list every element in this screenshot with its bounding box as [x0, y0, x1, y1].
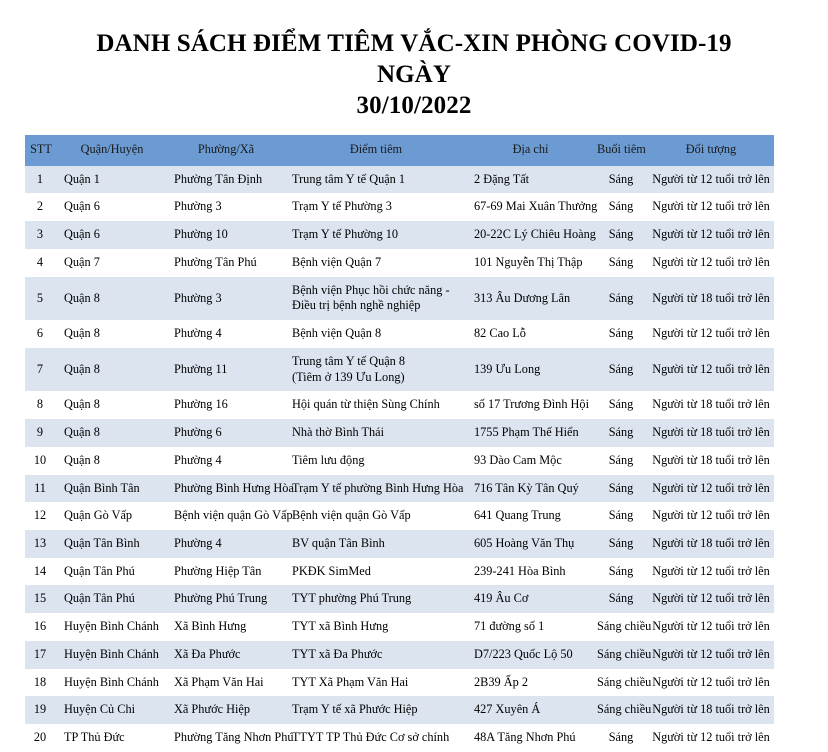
cell-site: Trạm Y tế xã Phước Hiệp [285, 696, 467, 724]
table-row [25, 391, 774, 419]
cell-stt: 14 [25, 558, 57, 586]
table-row [25, 724, 774, 752]
cell-session: Sáng [594, 558, 648, 586]
cell-site: Hội quán từ thiện Sùng Chính [285, 391, 467, 419]
cell-ward: Xã Đa Phước [167, 641, 285, 669]
page-title [0, 0, 828, 121]
cell-session: Sáng chiều [594, 613, 648, 641]
cell-site: Bệnh viện Quận 8 [285, 320, 467, 348]
cell-district: Quận 7 [57, 249, 167, 277]
cell-site-line-1: Bệnh viện Phục hồi chức năng - [292, 282, 450, 297]
cell-session: Sáng [594, 724, 648, 752]
cell-session: Sáng [594, 249, 648, 277]
cell-district: Quận Tân Phú [57, 558, 167, 586]
cell-site [285, 277, 467, 320]
cell-target: Người từ 12 tuổi trở lên [648, 348, 774, 391]
cell-site: Trạm Y tế phường Bình Hưng Hòa [285, 475, 467, 503]
cell-stt: 15 [25, 585, 57, 613]
cell-address: 20-22C Lý Chiêu Hoàng [467, 221, 594, 249]
cell-stt: 17 [25, 641, 57, 669]
cell-site: Nhà thờ Bình Thái [285, 419, 467, 447]
cell-address: 427 Xuyên Á [467, 696, 594, 724]
cell-ward: Phường Tân Định [167, 166, 285, 194]
cell-session: Sáng [594, 475, 648, 503]
table-header-row [25, 135, 774, 166]
cell-target: Người từ 12 tuổi trở lên [648, 502, 774, 530]
cell-stt: 1 [25, 166, 57, 194]
cell-district: Quận 8 [57, 447, 167, 475]
table-row [25, 193, 774, 221]
cell-site: TYT xã Đa Phước [285, 641, 467, 669]
cell-ward: Phường 4 [167, 320, 285, 348]
cell-session: Sáng [594, 447, 648, 475]
cell-district: Quận Tân Phú [57, 585, 167, 613]
cell-site: Tiêm lưu động [285, 447, 467, 475]
cell-address: 2 Đặng Tất [467, 166, 594, 194]
cell-ward: Phường 4 [167, 530, 285, 558]
page-title-line-1: DANH SÁCH ĐIỂM TIÊM VẮC-XIN PHÒNG COVID-19 NGÀY [96, 30, 732, 88]
cell-district: Huyện Bình Chánh [57, 613, 167, 641]
cell-session: Sáng [594, 348, 648, 391]
cell-session: Sáng [594, 419, 648, 447]
cell-target: Người từ 18 tuổi trở lên [648, 447, 774, 475]
table-row [25, 530, 774, 558]
cell-ward: Phường Bình Hưng Hòa [167, 475, 285, 503]
cell-target: Người từ 18 tuổi trở lên [648, 696, 774, 724]
cell-address: 1755 Phạm Thế Hiển [467, 419, 594, 447]
cell-site: TTYT TP Thủ Đức Cơ sở chính [285, 724, 467, 752]
table-row [25, 277, 774, 320]
cell-address: 605 Hoàng Văn Thụ [467, 530, 594, 558]
cell-stt: 6 [25, 320, 57, 348]
cell-target: Người từ 18 tuổi trở lên [648, 391, 774, 419]
cell-ward: Phường 11 [167, 348, 285, 391]
table-row [25, 613, 774, 641]
cell-address: 419 Âu Cơ [467, 585, 594, 613]
cell-session: Sáng [594, 221, 648, 249]
cell-site: Bệnh viện quận Gò Vấp [285, 502, 467, 530]
cell-target: Người từ 18 tuổi trở lên [648, 530, 774, 558]
table-row [25, 669, 774, 697]
vaccination-table-container [25, 135, 770, 752]
cell-session: Sáng [594, 585, 648, 613]
cell-target: Người từ 18 tuổi trở lên [648, 277, 774, 320]
cell-session: Sáng [594, 530, 648, 558]
table-row [25, 641, 774, 669]
cell-target: Người từ 12 tuổi trở lên [648, 558, 774, 586]
cell-address: 101 Nguyễn Thị Thập [467, 249, 594, 277]
cell-district: Quận 8 [57, 419, 167, 447]
cell-session: Sáng chiều [594, 696, 648, 724]
cell-site: TYT xã Bình Hưng [285, 613, 467, 641]
cell-district: Huyện Bình Chánh [57, 641, 167, 669]
cell-session: Sáng [594, 502, 648, 530]
cell-stt: 20 [25, 724, 57, 752]
cell-ward: Phường Hiệp Tân [167, 558, 285, 586]
cell-address: 93 Dào Cam Mộc [467, 447, 594, 475]
cell-site: Bệnh viện Quận 7 [285, 249, 467, 277]
table-row [25, 419, 774, 447]
cell-site [285, 348, 467, 391]
cell-session: Sáng chiều [594, 641, 648, 669]
cell-ward: Phường Tân Phú [167, 249, 285, 277]
cell-ward: Phường 3 [167, 193, 285, 221]
cell-stt: 3 [25, 221, 57, 249]
cell-address: 641 Quang Trung [467, 502, 594, 530]
table-row [25, 221, 774, 249]
cell-district: Huyện Củ Chi [57, 696, 167, 724]
page-title-line-2: 30/10/2022 [356, 92, 472, 119]
cell-stt: 5 [25, 277, 57, 320]
table-row [25, 475, 774, 503]
cell-stt: 4 [25, 249, 57, 277]
cell-target: Người từ 12 tuổi trở lên [648, 221, 774, 249]
cell-ward: Bệnh viện quận Gò Vấp [167, 502, 285, 530]
cell-target: Người từ 12 tuổi trở lên [648, 585, 774, 613]
cell-session: Sáng [594, 277, 648, 320]
cell-district: Quận 8 [57, 320, 167, 348]
column-header-session: Buổi tiêm [594, 135, 648, 166]
table-body [25, 166, 774, 752]
cell-district: Quận Tân Bình [57, 530, 167, 558]
cell-ward: Xã Bình Hưng [167, 613, 285, 641]
cell-district: Quận 8 [57, 277, 167, 320]
cell-district: Quận 8 [57, 391, 167, 419]
cell-site-line-2: Điều trị bệnh nghề nghiệp [292, 298, 421, 313]
cell-stt: 19 [25, 696, 57, 724]
cell-district: Quận Gò Vấp [57, 502, 167, 530]
cell-site: BV quận Tân Bình [285, 530, 467, 558]
cell-target: Người từ 12 tuổi trở lên [648, 249, 774, 277]
cell-address: D7/223 Quốc Lộ 50 [467, 641, 594, 669]
cell-site: TYT phường Phú Trung [285, 585, 467, 613]
table-row [25, 447, 774, 475]
table-row [25, 249, 774, 277]
vaccination-sites-table [25, 135, 774, 752]
table-row [25, 320, 774, 348]
table-row [25, 558, 774, 586]
cell-target: Người từ 12 tuổi trở lên [648, 320, 774, 348]
cell-ward: Phường 3 [167, 277, 285, 320]
cell-session: Sáng chiều [594, 669, 648, 697]
column-header-site: Điểm tiêm [285, 135, 467, 166]
cell-stt: 7 [25, 348, 57, 391]
cell-target: Người từ 12 tuổi trở lên [648, 475, 774, 503]
cell-session: Sáng [594, 193, 648, 221]
column-header-ward: Phường/Xã [167, 135, 285, 166]
column-header-address: Địa chỉ [467, 135, 594, 166]
cell-target: Người từ 12 tuổi trở lên [648, 641, 774, 669]
column-header-district: Quận/Huyện [57, 135, 167, 166]
cell-site: Trạm Y tế Phường 3 [285, 193, 467, 221]
cell-site-line-2: (Tiêm ở 139 Ưu Long) [292, 369, 405, 384]
table-row [25, 696, 774, 724]
cell-district: Quận 8 [57, 348, 167, 391]
cell-address: 48A Tăng Nhơn Phú [467, 724, 594, 752]
cell-ward: Xã Phước Hiệp [167, 696, 285, 724]
cell-district: Quận 6 [57, 221, 167, 249]
cell-address: 139 Ưu Long [467, 348, 594, 391]
cell-session: Sáng [594, 320, 648, 348]
table-header [25, 135, 774, 166]
cell-stt: 2 [25, 193, 57, 221]
cell-stt: 12 [25, 502, 57, 530]
cell-stt: 9 [25, 419, 57, 447]
cell-district: Quận 1 [57, 166, 167, 194]
cell-address: 2B39 Ấp 2 [467, 669, 594, 697]
table-row [25, 502, 774, 530]
cell-site: PKĐK SimMed [285, 558, 467, 586]
cell-district: Quận 6 [57, 193, 167, 221]
cell-stt: 8 [25, 391, 57, 419]
table-row [25, 348, 774, 391]
cell-target: Người từ 18 tuổi trở lên [648, 419, 774, 447]
cell-ward: Phường 16 [167, 391, 285, 419]
cell-target: Người từ 12 tuổi trở lên [648, 193, 774, 221]
column-header-stt: STT [25, 135, 57, 166]
cell-address: 716 Tân Kỳ Tân Quý [467, 475, 594, 503]
cell-site: Trung tâm Y tế Quận 1 [285, 166, 467, 194]
cell-ward: Phường Tăng Nhơn Phú [167, 724, 285, 752]
cell-ward: Phường 4 [167, 447, 285, 475]
cell-address: 239-241 Hòa Bình [467, 558, 594, 586]
cell-target: Người từ 12 tuổi trở lên [648, 613, 774, 641]
cell-ward: Xã Phạm Văn Hai [167, 669, 285, 697]
cell-ward: Phường 6 [167, 419, 285, 447]
cell-target: Người từ 12 tuổi trở lên [648, 669, 774, 697]
cell-address: 313 Âu Dương Lân [467, 277, 594, 320]
cell-district: Quận Bình Tân [57, 475, 167, 503]
cell-ward: Phường Phú Trung [167, 585, 285, 613]
cell-district: Huyện Bình Chánh [57, 669, 167, 697]
cell-session: Sáng [594, 391, 648, 419]
cell-stt: 10 [25, 447, 57, 475]
table-row [25, 585, 774, 613]
cell-target: Người từ 12 tuổi trở lên [648, 724, 774, 752]
cell-ward: Phường 10 [167, 221, 285, 249]
cell-address: số 17 Trương Đình Hội [467, 391, 594, 419]
cell-address: 67-69 Mai Xuân Thưởng [467, 193, 594, 221]
table-row [25, 166, 774, 194]
cell-site: TYT Xã Phạm Văn Hai [285, 669, 467, 697]
cell-address: 82 Cao Lỗ [467, 320, 594, 348]
cell-district: TP Thủ Đức [57, 724, 167, 752]
cell-stt: 11 [25, 475, 57, 503]
cell-address: 71 đường số 1 [467, 613, 594, 641]
cell-target: Người từ 12 tuổi trở lên [648, 166, 774, 194]
cell-stt: 13 [25, 530, 57, 558]
cell-stt: 16 [25, 613, 57, 641]
cell-session: Sáng [594, 166, 648, 194]
cell-stt: 18 [25, 669, 57, 697]
cell-site-line-1: Trung tâm Y tế Quận 8 [292, 353, 406, 368]
cell-site: Trạm Y tế Phường 10 [285, 221, 467, 249]
column-header-target: Đối tượng [648, 135, 774, 166]
